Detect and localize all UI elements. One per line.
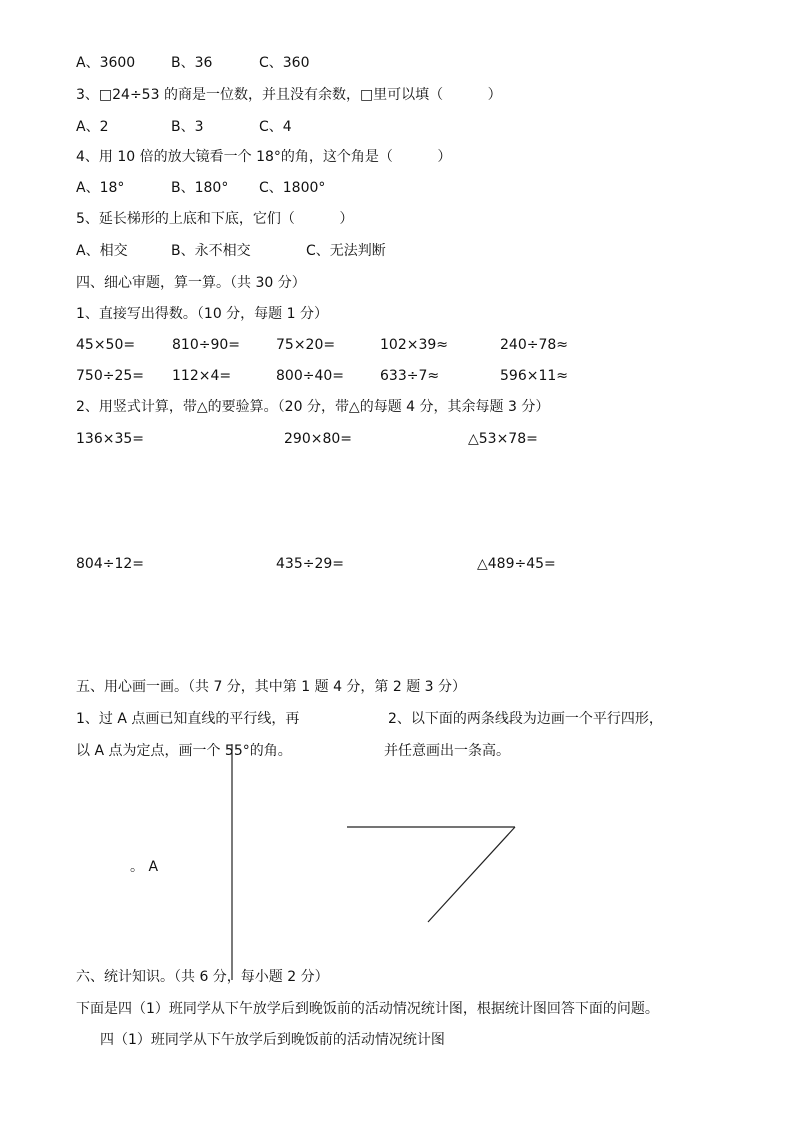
section6-intro: 下面是四（1）班同学从下午放学后到晚饭前的活动情况统计图，根据统计图回答下面的问题。	[76, 1001, 659, 1017]
oral-calc-r1-2: 810÷90=	[172, 337, 240, 353]
drawing-q1-line2: 以 A 点为定点，画一个 55°的角。	[76, 743, 292, 759]
oral-calc-r1-3: 75×20=	[276, 337, 336, 353]
oral-calc-r2-1: 750÷25=	[76, 368, 144, 384]
section4-part1-title: 1、直接写出得数。（10 分，每题 1 分）	[76, 306, 328, 322]
q4-option-c: C、1800°	[259, 180, 326, 196]
oral-calc-r1-4: 102×39≈	[380, 337, 448, 353]
q3-stem: 3、□24÷53 的商是一位数，并且没有余数，□里可以填（ ）	[76, 87, 502, 103]
drawing-q2-line2: 并任意画出一条高。	[384, 743, 510, 759]
section4-part2-title: 2、用竖式计算，带△的要验算。（20 分，带△的每题 4 分，其余每题 3 分）	[76, 399, 550, 415]
q5-stem: 5、延长梯形的上底和下底，它们（ ）	[76, 211, 354, 227]
oral-calc-r1-1: 45×50=	[76, 337, 136, 353]
oral-calc-r2-3: 800÷40=	[276, 368, 344, 384]
q3-option-a: A、2	[76, 119, 109, 135]
vertical-calc-4: 804÷12=	[76, 556, 144, 572]
q3-option-b: B、3	[171, 119, 204, 135]
drawing-q1-line1: 1、过 A 点画已知直线的平行线，再	[76, 711, 300, 727]
segment-diagonal	[428, 827, 515, 922]
q2-option-c: C、360	[259, 55, 310, 71]
oral-calc-r2-5: 596×11≈	[500, 368, 568, 384]
q4-option-a: A、18°	[76, 180, 125, 196]
oral-calc-r2-2: 112×4=	[172, 368, 232, 384]
q4-stem: 4、用 10 倍的放大镜看一个 18°的角，这个角是（ ）	[76, 149, 452, 165]
section5-title: 五、用心画一画。（共 7 分，其中第 1 题 4 分，第 2 题 3 分）	[76, 679, 467, 695]
vertical-calc-6: △489÷45=	[477, 556, 556, 572]
vertical-calc-2: 290×80=	[284, 431, 352, 447]
q4-option-b: B、180°	[171, 180, 229, 196]
vertical-calc-3: △53×78=	[468, 431, 538, 447]
q3-option-c: C、4	[259, 119, 292, 135]
q5-option-a: A、相交	[76, 243, 128, 259]
section4-title: 四、细心审题，算一算。（共 30 分）	[76, 275, 306, 291]
q5-option-b: B、永不相交	[171, 243, 251, 259]
oral-calc-r1-5: 240÷78≈	[500, 337, 568, 353]
q5-option-c: C、无法判断	[306, 243, 386, 259]
section6-chart-title: 四（1）班同学从下午放学后到晚饭前的活动情况统计图	[100, 1032, 445, 1048]
q2-option-b: B、36	[171, 55, 213, 71]
point-a-label: 。 A	[130, 859, 159, 875]
oral-calc-r2-4: 633÷7≈	[380, 368, 440, 384]
drawing-q2-line1: 2、以下面的两条线段为边画一个平行四形，	[388, 711, 663, 727]
section6-title: 六、统计知识。（共 6 分，每小题 2 分）	[76, 969, 329, 985]
q2-option-a: A、3600	[76, 55, 136, 71]
vertical-calc-5: 435÷29=	[276, 556, 344, 572]
vertical-calc-1: 136×35=	[76, 431, 144, 447]
